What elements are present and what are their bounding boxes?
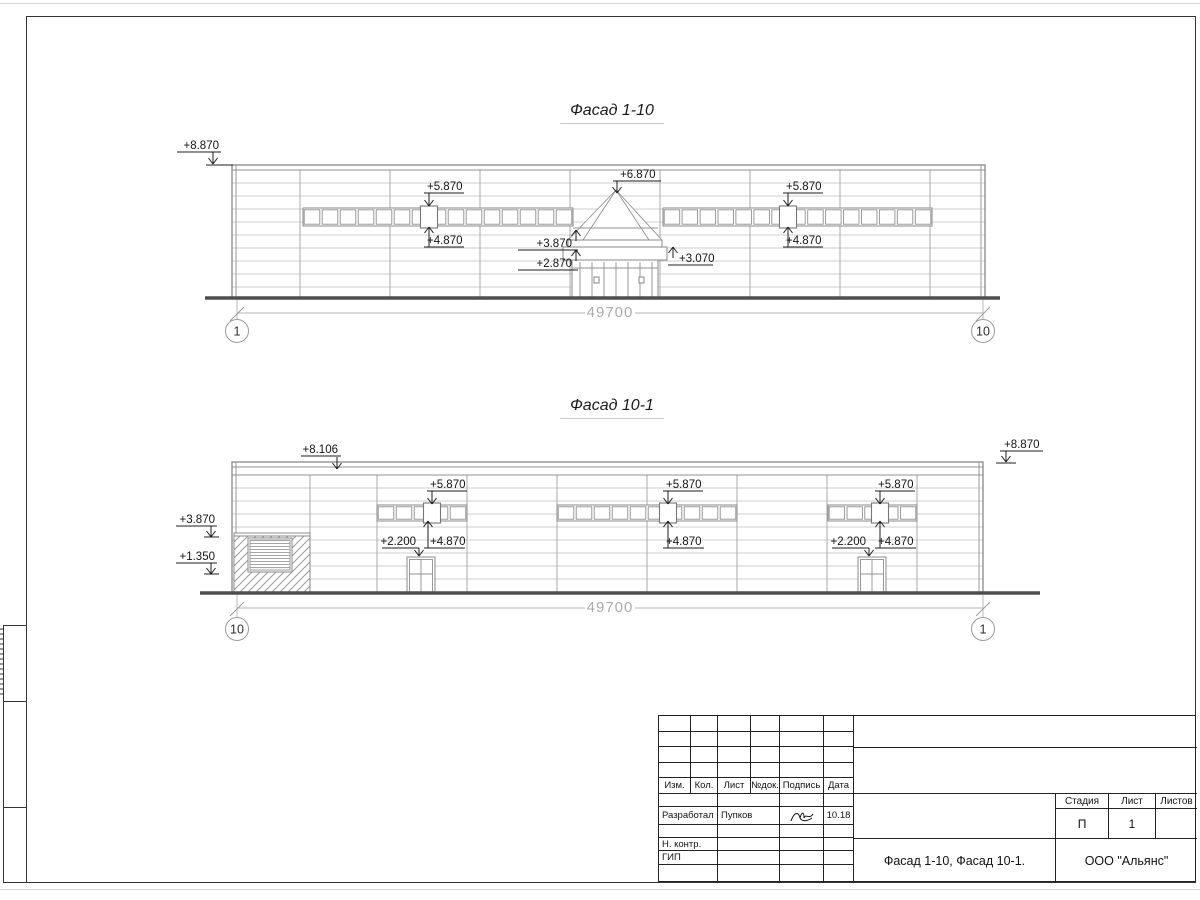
elevation-label: +3.870 (536, 238, 572, 250)
revision-header-cell: Подпись (780, 778, 824, 794)
facade2-title-text: Фасад 10-1 (570, 397, 654, 414)
elevation-label: +6.870 (620, 169, 656, 181)
entrance-canopy (563, 190, 667, 260)
title-block-cell (824, 732, 854, 747)
service-door-right (858, 557, 886, 593)
title-block-cell (659, 716, 691, 732)
elevation-marker (176, 551, 219, 574)
facade1-title-text: Фасад 1-10 (570, 102, 654, 119)
title-block-cell (824, 763, 854, 778)
title-block-cell (780, 794, 824, 807)
facade-10-1-drawing (200, 462, 1040, 593)
elevation-label: +5.870 (786, 181, 822, 193)
title-block-cell (718, 732, 751, 747)
elevation-marker (783, 181, 823, 206)
title-block-cell (659, 825, 718, 838)
elevation-marker (424, 521, 466, 548)
title-block-cell (824, 825, 854, 838)
elevation-label: +2.200 (830, 536, 866, 548)
revision-header-cell: Дата (824, 778, 854, 794)
window-band (557, 503, 737, 523)
title-block-cell (718, 865, 780, 883)
elevation-label: +5.870 (430, 479, 466, 491)
elevation-marker (996, 439, 1043, 463)
title-block-cell (718, 763, 751, 778)
elevation-label: +8.870 (1004, 439, 1040, 451)
window-band (303, 206, 573, 228)
elevation-label: +4.870 (666, 536, 702, 548)
title-block-cell (718, 838, 780, 851)
title-block-cell (691, 732, 718, 747)
title-block-cell (824, 838, 854, 851)
entrance-doors (572, 260, 658, 297)
axis-number: 10 (230, 622, 244, 637)
dimension-group (226, 300, 995, 343)
organization-name: ООО "Альянс" (1084, 854, 1169, 868)
title-block-cell (718, 794, 780, 807)
stage-label: Стадия (1056, 794, 1109, 809)
axis-number: 1 (233, 324, 241, 339)
marked-window (660, 503, 677, 523)
elevation-label: +5.870 (878, 479, 914, 491)
title-block-cell (824, 747, 854, 763)
elevation-label: +3.870 (179, 514, 215, 526)
title-block-cell (659, 865, 718, 883)
dimension-group (226, 595, 995, 641)
window-band (828, 503, 917, 523)
title-block-cell (659, 747, 691, 763)
overall-dimension: 49700 (586, 304, 634, 321)
elevation-label: +8.106 (302, 444, 338, 456)
title-block-cell (780, 732, 824, 747)
title-block (658, 715, 1196, 882)
title-block-cell (780, 747, 824, 763)
signature-icon (785, 808, 819, 824)
title-block-cell (659, 763, 691, 778)
sheets-label: Листов (1156, 794, 1197, 809)
axis-number: 1 (979, 622, 987, 637)
elevation-marker (663, 479, 703, 504)
elevation-marker (301, 444, 342, 469)
facade1-title (560, 102, 664, 124)
elevation-label: +5.870 (427, 181, 463, 193)
elevation-marker (427, 479, 467, 504)
title-block-cell (751, 747, 780, 763)
title-block-cell (659, 732, 691, 747)
marked-window (780, 206, 797, 228)
sheet-number-value: 1 (1109, 809, 1156, 839)
facade2-title (560, 397, 664, 419)
elevation-marker (663, 521, 704, 548)
title-block-cell (691, 763, 718, 778)
title-block-cell (751, 763, 780, 778)
elevation-marker (875, 479, 915, 504)
door-handle (594, 277, 599, 283)
window-band (663, 206, 932, 228)
elevation-marker (424, 227, 464, 247)
title-block-cell (718, 851, 780, 865)
axis-number: 10 (976, 324, 990, 339)
elevation-marker (177, 140, 233, 165)
signoff-cell: 10.18 (824, 807, 854, 825)
title-block-cell (780, 865, 824, 883)
window-band (377, 503, 467, 523)
elevation-label: +4.870 (786, 235, 822, 247)
title-block-cell (824, 865, 854, 883)
doc-designation-cell (854, 716, 1197, 748)
marked-window (424, 503, 441, 523)
elevation-label: +4.870 (427, 235, 463, 247)
title-block-cell (691, 716, 718, 732)
sheets-total-value (1156, 809, 1197, 839)
title-block-cell (780, 716, 824, 732)
hatched-block (234, 533, 310, 593)
stage-value: П (1056, 809, 1109, 839)
elevation-label: +1.350 (179, 551, 215, 563)
elevation-label: +5.870 (666, 479, 702, 491)
overall-dimension: 49700 (586, 599, 634, 616)
sheet-label: Лист (1109, 794, 1156, 809)
revision-header-cell: №док. (751, 778, 780, 794)
title-block-cell (751, 716, 780, 732)
elevation-marker (176, 514, 219, 537)
title-block-cell (718, 716, 751, 732)
facade-1-10-drawing (205, 165, 1000, 298)
elevation-marker (518, 230, 581, 250)
title-block-cell (751, 732, 780, 747)
elevation-marker (783, 227, 823, 247)
marked-window (421, 206, 438, 228)
door-handle (639, 277, 644, 283)
title-block-cell (691, 747, 718, 763)
elevation-label: +2.870 (536, 258, 572, 270)
title-block-cell (780, 825, 824, 838)
title-block-cell (824, 851, 854, 865)
title-block-cell (824, 794, 854, 807)
elevation-label: +4.870 (878, 536, 914, 548)
title-block-cell (780, 838, 824, 851)
marked-window (872, 503, 889, 523)
elevation-marker (613, 169, 662, 193)
elevation-marker (875, 521, 916, 548)
service-door-left (407, 557, 435, 593)
elevation-label: +3.070 (679, 253, 715, 265)
title-block-cell (780, 851, 824, 865)
project-name-cell (854, 748, 1197, 794)
title-block-cell (718, 747, 751, 763)
elevation-label: +8.870 (183, 140, 219, 152)
signoff-cell: Н. контр. (659, 838, 718, 851)
title-block-cell (718, 825, 780, 838)
signoff-cell: Пупков (718, 807, 780, 825)
signature (780, 807, 824, 825)
title-block-cell (780, 763, 824, 778)
revision-header-cell: Изм. (659, 778, 691, 794)
elevation-label: +2.200 (380, 536, 416, 548)
elevation-label: +4.870 (430, 536, 466, 548)
revision-header-cell: Кол. (691, 778, 718, 794)
revision-header-cell: Лист (718, 778, 751, 794)
elevation-marker (424, 181, 464, 206)
signoff-cell: Разработал (659, 807, 718, 825)
title-block-cell (824, 716, 854, 732)
elevation-marker (668, 247, 715, 265)
signoff-cell: ГИП (659, 851, 718, 865)
doc-title: Фасад 1-10, Фасад 10-1. (854, 839, 1056, 883)
title-block-cell (659, 794, 718, 807)
title-block-signoff-table (659, 716, 854, 883)
drawing-name-cell (854, 794, 1056, 839)
